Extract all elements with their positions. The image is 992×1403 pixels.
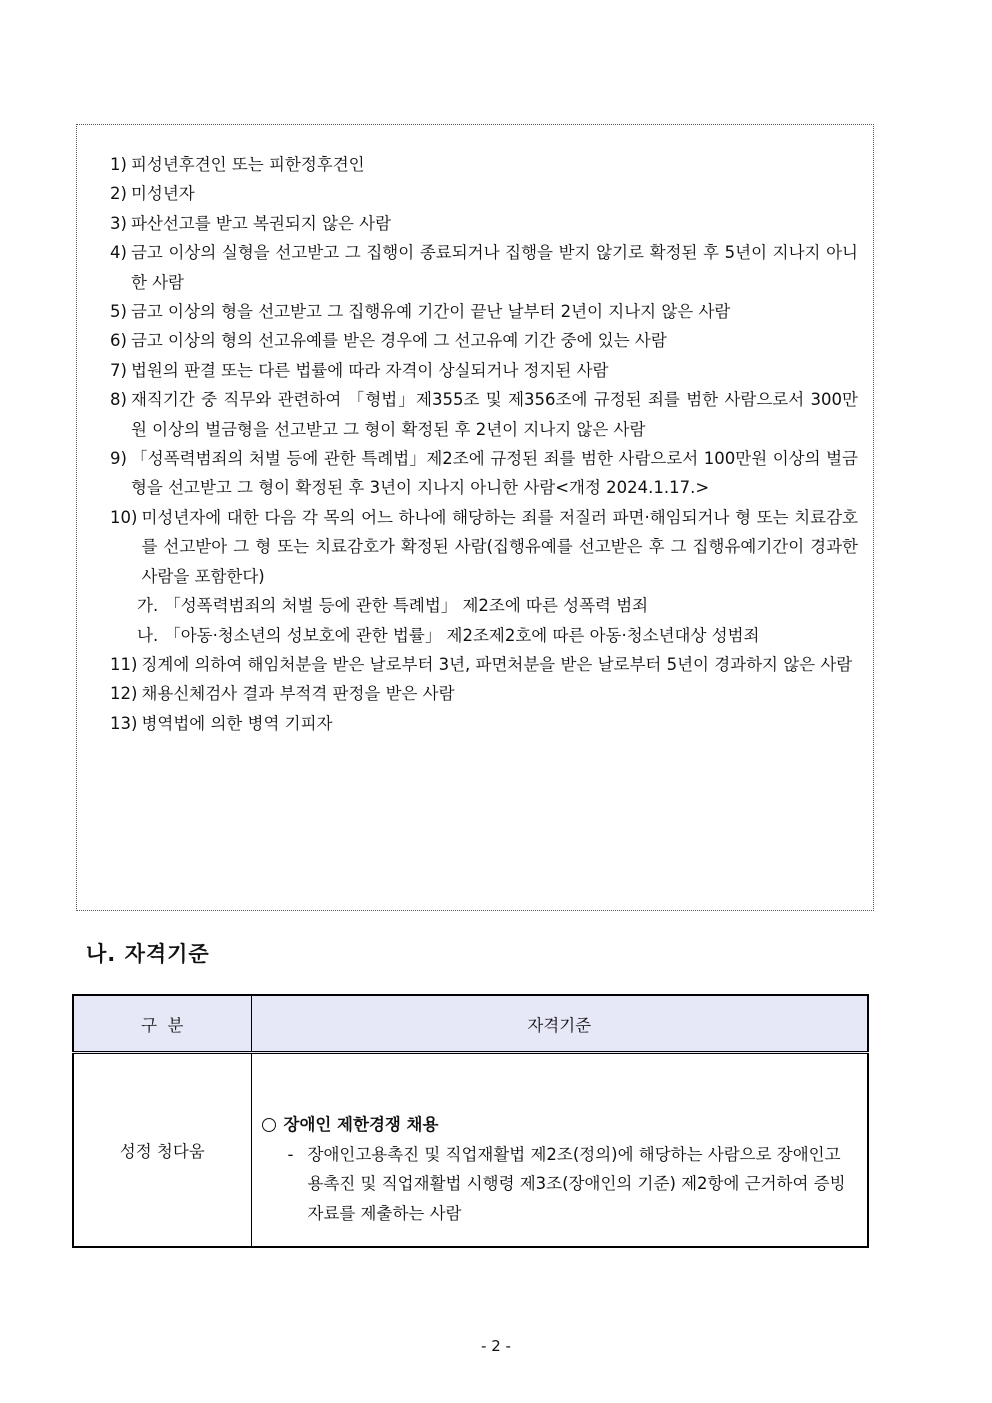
page-number: - 2 - bbox=[481, 1337, 511, 1355]
category-cell: 성정 청다움 bbox=[73, 1053, 251, 1248]
disqualification-list bbox=[110, 150, 858, 738]
header-criteria: 자격기준 bbox=[251, 995, 868, 1053]
sub-list-item: 가. 「성폭력범죄의 처벌 등에 관한 특례법」 제2조에 따른 성폭력 범죄 bbox=[137, 596, 649, 616]
list-item: 5) 금고 이상의 형을 선고받고 그 집행유예 기간이 끝난 날부터 2년이 지나지 않은 사람 bbox=[110, 302, 731, 322]
list-item: 4) 금고 이상의 실형을 선고받고 그 집행이 종료되거나 집행을 받지 않기로 확정된 후 5년이 지나지 아니한 사람 bbox=[110, 243, 858, 292]
list-item: 11) 징계에 의하여 해임처분을 받은 날로부터 3년, 파면처분을 받은 날로부터 5년이 경과하지 않은 사람 bbox=[110, 654, 853, 674]
sub-list-item: 나. 「아동·청소년의 성보호에 관한 법률」 제2조제2호에 따른 아동·청소년대상 성범죄 bbox=[137, 625, 760, 645]
table-header-row bbox=[73, 995, 868, 1053]
table-row bbox=[73, 1053, 868, 1248]
list-item: 1) 피성년후견인 또는 피한정후견인 bbox=[110, 155, 365, 174]
list-item: 7) 법원의 판결 또는 다른 법률에 따라 자격이 상실되거나 정지된 사람 bbox=[110, 360, 609, 380]
circle-bullet-icon bbox=[262, 1118, 276, 1132]
criteria-table bbox=[72, 994, 869, 1248]
criteria-detail: - 장애인고용촉진 및 직업재활법 제2조(정의)에 해당하는 사람으로 장애인고용촉진 및 직업재활법 시행령 제3조(장애인의 기준) 제2항에 근거하여 증빙자료를 제출하는 사람 bbox=[287, 1144, 846, 1223]
criteria-cell bbox=[251, 1053, 868, 1248]
criteria-heading: 장애인 제한경쟁 채용 bbox=[262, 1110, 856, 1140]
list-item: 3) 파산선고를 받고 복권되지 않은 사람 bbox=[110, 213, 392, 233]
list-item: 10) 미성년자에 대한 다음 각 목의 어느 하나에 해당하는 죄를 저질러 파면·해임되거나 형 또는 치료감호를 선고받아 그 형 또는 치료감호가 확정된 사람(집행유예를 선고받은 후 그 집행유예기간이 경과한 사람을 포함한다) bbox=[110, 507, 858, 586]
list-item: 8) 재직기간 중 직무와 관련하여 「형법」제355조 및 제356조에 규정된 죄를 범한 사람으로서 300만원 이상의 벌금형을 선고받고 그 형이 확정된 후 2년이 지나지 않은 사람 bbox=[110, 390, 858, 439]
section-title: 나. 자격기준 bbox=[86, 942, 210, 966]
list-item: 13) 병역법에 의한 병역 기피자 bbox=[110, 713, 333, 733]
header-category: 구 분 bbox=[73, 995, 251, 1053]
list-item: 12) 채용신체검사 결과 부적격 판정을 받은 사람 bbox=[110, 684, 455, 704]
list-item: 9) 「성폭력범죄의 처벌 등에 관한 특례법」제2조에 규정된 죄를 범한 사람으로서 100만원 이상의 벌금형을 선고받고 그 형이 확정된 후 3년이 지나지 아니한 사람<개정 2024.1.17.> bbox=[110, 449, 858, 498]
list-item: 6) 금고 이상의 형의 선고유예를 받은 경우에 그 선고유예 기간 중에 있는 사람 bbox=[110, 331, 667, 351]
list-item: 2) 미성년자 bbox=[110, 184, 195, 204]
